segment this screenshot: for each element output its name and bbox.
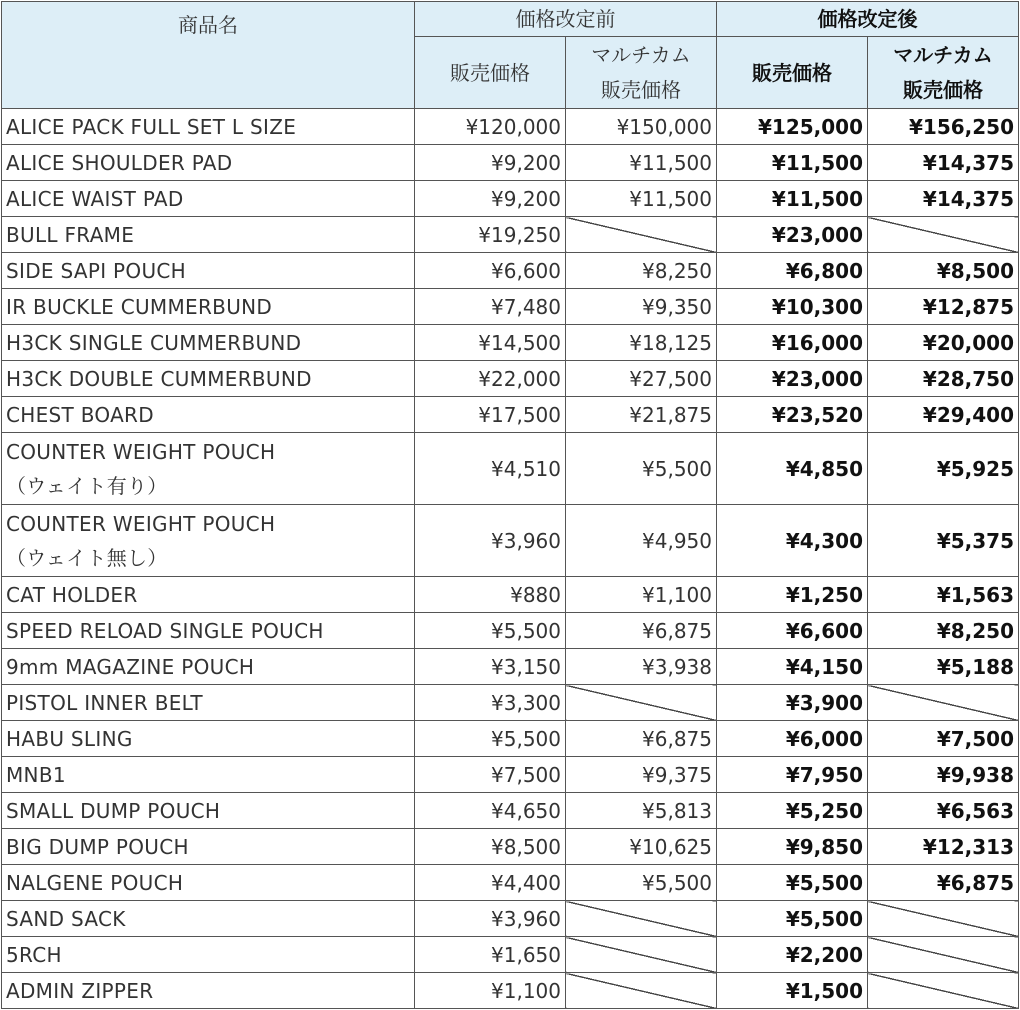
after-price-cell: ¥6,800 xyxy=(717,253,868,289)
product-name: ALICE WAIST PAD xyxy=(6,186,184,211)
product-name-cell xyxy=(2,505,415,577)
before-multicam-price-cell: ¥150,000 xyxy=(566,109,717,145)
product-name: CHEST BOARD xyxy=(6,402,154,427)
before-multicam-price-cell: ¥21,875 xyxy=(566,397,717,433)
after-multicam-price-cell: ¥12,875 xyxy=(868,289,1019,325)
before-price-cell: ¥9,200 xyxy=(415,181,566,217)
before-multicam-price-cell: ¥10,625 xyxy=(566,829,717,865)
empty-cell xyxy=(566,937,717,973)
after-multicam-price-cell: ¥20,000 xyxy=(868,325,1019,361)
before-price-cell: ¥4,400 xyxy=(415,865,566,901)
product-name: COUNTER WEIGHT POUCH xyxy=(6,439,276,464)
multicam-label: マルチカム xyxy=(591,42,691,67)
table-row xyxy=(2,289,1019,325)
table-row xyxy=(2,937,1019,973)
product-name: HABU SLING xyxy=(6,726,133,751)
product-name-cell xyxy=(2,793,415,829)
product-name: CAT HOLDER xyxy=(6,582,138,607)
empty-cell xyxy=(868,973,1019,1009)
before-price-header: 販売価格 xyxy=(415,37,566,109)
product-name-header-label: 商品名 xyxy=(178,13,238,37)
empty-cell xyxy=(566,973,717,1009)
table-row xyxy=(2,973,1019,1009)
product-name: SIDE SAPI POUCH xyxy=(6,258,186,283)
before-price-cell: ¥22,000 xyxy=(415,361,566,397)
table-row xyxy=(2,253,1019,289)
after-multicam-price-cell: ¥1,563 xyxy=(868,577,1019,613)
product-name: PISTOL INNER BELT xyxy=(6,690,203,715)
after-multicam-price-cell: ¥9,938 xyxy=(868,757,1019,793)
after-multicam-price-cell: ¥28,750 xyxy=(868,361,1019,397)
after-revision-header: 価格改定後 xyxy=(717,2,1019,37)
after-price-cell: ¥23,000 xyxy=(717,361,868,397)
product-name-cell xyxy=(2,181,415,217)
table-row xyxy=(2,325,1019,361)
before-price-cell: ¥14,500 xyxy=(415,325,566,361)
after-price-cell: ¥9,850 xyxy=(717,829,868,865)
product-variant: （ウェイト有り） xyxy=(6,473,168,498)
table-row xyxy=(2,217,1019,253)
after-price-cell: ¥4,850 xyxy=(717,433,868,505)
product-variant: （ウェイト無し） xyxy=(6,545,168,570)
product-name-cell xyxy=(2,253,415,289)
before-multicam-price-cell: ¥9,375 xyxy=(566,757,717,793)
before-price-cell: ¥3,150 xyxy=(415,649,566,685)
product-name-header xyxy=(2,2,415,109)
after-multicam-header xyxy=(868,37,1019,109)
before-price-cell: ¥880 xyxy=(415,577,566,613)
before-price-cell: ¥3,300 xyxy=(415,685,566,721)
product-name-cell xyxy=(2,433,415,505)
before-multicam-header xyxy=(566,37,717,109)
after-multicam-price-cell: ¥5,375 xyxy=(868,505,1019,577)
product-name: SPEED RELOAD SINGLE POUCH xyxy=(6,618,324,643)
after-multicam-price-cell: ¥12,313 xyxy=(868,829,1019,865)
after-price-cell: ¥2,200 xyxy=(717,937,868,973)
empty-cell xyxy=(566,901,717,937)
before-price-cell: ¥8,500 xyxy=(415,829,566,865)
product-name-cell xyxy=(2,721,415,757)
product-name: MNB1 xyxy=(6,762,66,787)
multicam-price-label: 販売価格 xyxy=(601,77,681,102)
before-price-cell: ¥120,000 xyxy=(415,109,566,145)
table-row xyxy=(2,505,1019,577)
before-multicam-price-cell: ¥8,250 xyxy=(566,253,717,289)
product-name-cell xyxy=(2,829,415,865)
empty-cell xyxy=(868,901,1019,937)
after-multicam-price-cell: ¥14,375 xyxy=(868,145,1019,181)
product-name: ALICE PACK FULL SET L SIZE xyxy=(6,114,297,139)
before-price-cell: ¥7,480 xyxy=(415,289,566,325)
product-name-cell xyxy=(2,937,415,973)
after-price-cell: ¥7,950 xyxy=(717,757,868,793)
product-name-cell xyxy=(2,649,415,685)
before-price-cell: ¥4,510 xyxy=(415,433,566,505)
before-price-cell: ¥7,500 xyxy=(415,757,566,793)
table-row xyxy=(2,109,1019,145)
before-revision-header: 価格改定前 xyxy=(415,2,717,37)
table-row xyxy=(2,757,1019,793)
product-name-cell xyxy=(2,577,415,613)
product-name: 9mm MAGAZINE POUCH xyxy=(6,654,255,679)
before-price-cell: ¥6,600 xyxy=(415,253,566,289)
product-name-cell xyxy=(2,289,415,325)
before-price-cell: ¥5,500 xyxy=(415,613,566,649)
before-multicam-price-cell: ¥6,875 xyxy=(566,721,717,757)
table-row xyxy=(2,181,1019,217)
after-multicam-price-cell: ¥8,250 xyxy=(868,613,1019,649)
before-multicam-price-cell: ¥1,100 xyxy=(566,577,717,613)
product-name-cell xyxy=(2,901,415,937)
product-name: H3CK DOUBLE CUMMERBUND xyxy=(6,366,312,391)
before-multicam-price-cell: ¥4,950 xyxy=(566,505,717,577)
product-name-cell xyxy=(2,757,415,793)
after-price-cell: ¥23,520 xyxy=(717,397,868,433)
after-price-cell: ¥1,250 xyxy=(717,577,868,613)
table-row xyxy=(2,613,1019,649)
after-multicam-price-cell: ¥8,500 xyxy=(868,253,1019,289)
after-price-cell: ¥3,900 xyxy=(717,685,868,721)
after-price-cell: ¥5,500 xyxy=(717,901,868,937)
table-row xyxy=(2,865,1019,901)
product-name-cell xyxy=(2,973,415,1009)
table-row xyxy=(2,721,1019,757)
before-price-cell: ¥9,200 xyxy=(415,145,566,181)
empty-cell xyxy=(868,217,1019,253)
product-name-cell xyxy=(2,865,415,901)
table-row xyxy=(2,361,1019,397)
before-multicam-price-cell: ¥5,500 xyxy=(566,865,717,901)
product-name: SAND SACK xyxy=(6,906,126,931)
before-multicam-price-cell: ¥5,500 xyxy=(566,433,717,505)
table-row xyxy=(2,397,1019,433)
before-multicam-price-cell: ¥3,938 xyxy=(566,649,717,685)
after-price-cell: ¥4,150 xyxy=(717,649,868,685)
product-name: ALICE SHOULDER PAD xyxy=(6,150,233,175)
product-name-cell xyxy=(2,685,415,721)
after-multicam-price-cell: ¥5,188 xyxy=(868,649,1019,685)
after-price-cell: ¥10,300 xyxy=(717,289,868,325)
after-multicam-price-cell: ¥6,875 xyxy=(868,865,1019,901)
after-multicam-price-cell: ¥5,925 xyxy=(868,433,1019,505)
product-name: SMALL DUMP POUCH xyxy=(6,798,221,823)
before-multicam-price-cell: ¥9,350 xyxy=(566,289,717,325)
after-price-cell: ¥5,250 xyxy=(717,793,868,829)
before-multicam-price-cell: ¥11,500 xyxy=(566,145,717,181)
product-name: COUNTER WEIGHT POUCH xyxy=(6,511,276,536)
before-price-cell: ¥1,650 xyxy=(415,937,566,973)
after-price-cell: ¥6,600 xyxy=(717,613,868,649)
product-name: H3CK SINGLE CUMMERBUND xyxy=(6,330,302,355)
table-body xyxy=(2,109,1019,1009)
before-price-cell: ¥3,960 xyxy=(415,505,566,577)
after-price-cell: ¥125,000 xyxy=(717,109,868,145)
product-name-cell xyxy=(2,613,415,649)
before-multicam-price-cell: ¥27,500 xyxy=(566,361,717,397)
after-multicam-price-cell: ¥156,250 xyxy=(868,109,1019,145)
product-name-cell xyxy=(2,397,415,433)
price-revision-table xyxy=(1,1,1019,1009)
table-row xyxy=(2,577,1019,613)
product-name-cell xyxy=(2,361,415,397)
empty-cell xyxy=(868,937,1019,973)
before-price-cell: ¥3,960 xyxy=(415,901,566,937)
after-price-header: 販売価格 xyxy=(717,37,868,109)
after-multicam-price-cell: ¥7,500 xyxy=(868,721,1019,757)
after-multicam-price-cell: ¥6,563 xyxy=(868,793,1019,829)
after-price-cell: ¥4,300 xyxy=(717,505,868,577)
before-multicam-price-cell: ¥18,125 xyxy=(566,325,717,361)
after-multicam-price-cell: ¥14,375 xyxy=(868,181,1019,217)
product-name: ADMIN ZIPPER xyxy=(6,978,154,1003)
multicam-price-label: 販売価格 xyxy=(903,77,983,102)
after-price-cell: ¥6,000 xyxy=(717,721,868,757)
multicam-label: マルチカム xyxy=(893,42,993,67)
product-name: BIG DUMP POUCH xyxy=(6,834,189,859)
before-multicam-price-cell: ¥6,875 xyxy=(566,613,717,649)
product-name: NALGENE POUCH xyxy=(6,870,184,895)
before-multicam-price-cell: ¥5,813 xyxy=(566,793,717,829)
product-name-cell xyxy=(2,109,415,145)
after-price-cell: ¥1,500 xyxy=(717,973,868,1009)
product-name-cell xyxy=(2,145,415,181)
empty-cell xyxy=(566,217,717,253)
product-name-cell xyxy=(2,325,415,361)
empty-cell xyxy=(868,685,1019,721)
after-multicam-price-cell: ¥29,400 xyxy=(868,397,1019,433)
product-name: 5RCH xyxy=(6,942,62,967)
before-price-cell: ¥1,100 xyxy=(415,973,566,1009)
empty-cell xyxy=(566,685,717,721)
after-price-cell: ¥11,500 xyxy=(717,181,868,217)
table-row xyxy=(2,145,1019,181)
before-multicam-price-cell: ¥11,500 xyxy=(566,181,717,217)
product-name-cell xyxy=(2,217,415,253)
table-row xyxy=(2,793,1019,829)
before-price-cell: ¥19,250 xyxy=(415,217,566,253)
before-price-cell: ¥17,500 xyxy=(415,397,566,433)
table-row xyxy=(2,685,1019,721)
before-price-cell: ¥5,500 xyxy=(415,721,566,757)
table-row xyxy=(2,829,1019,865)
table-row xyxy=(2,433,1019,505)
product-name: IR BUCKLE CUMMERBUND xyxy=(6,294,273,319)
table-row xyxy=(2,649,1019,685)
after-price-cell: ¥23,000 xyxy=(717,217,868,253)
after-price-cell: ¥11,500 xyxy=(717,145,868,181)
table-row xyxy=(2,901,1019,937)
after-price-cell: ¥16,000 xyxy=(717,325,868,361)
before-price-cell: ¥4,650 xyxy=(415,793,566,829)
after-price-cell: ¥5,500 xyxy=(717,865,868,901)
product-name: BULL FRAME xyxy=(6,222,135,247)
